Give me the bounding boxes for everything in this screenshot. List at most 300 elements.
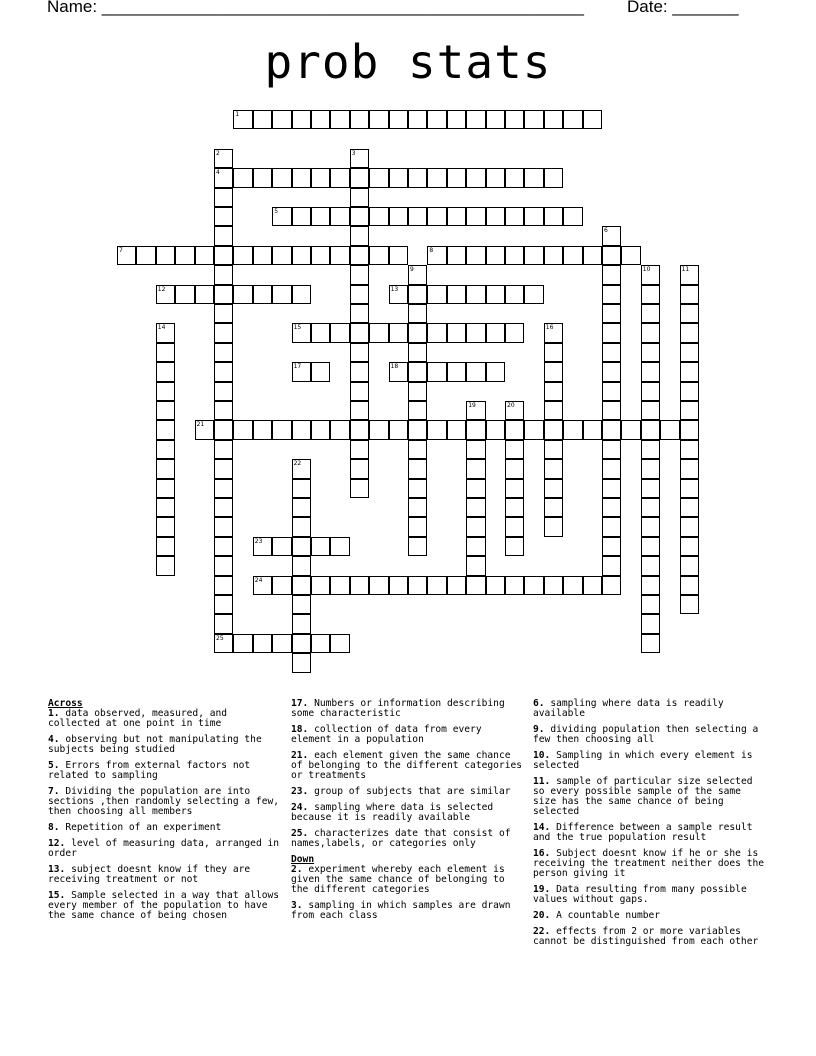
grid-cell[interactable] [505,440,524,459]
grid-cell[interactable] [408,304,427,323]
grid-cell[interactable] [660,420,679,439]
grid-cell[interactable] [389,323,408,342]
grid-cell[interactable] [350,362,369,381]
grid-cell[interactable] [214,382,233,401]
grid-cell[interactable] [369,110,388,129]
grid-cell[interactable] [641,382,660,401]
grid-cell[interactable] [311,537,330,556]
grid-cell[interactable] [408,343,427,362]
grid-cell[interactable] [350,246,369,265]
grid-cell[interactable] [505,246,524,265]
grid-cell[interactable] [350,304,369,323]
grid-cell[interactable] [427,168,446,187]
grid-cell[interactable] [641,362,660,381]
grid-cell[interactable] [524,576,543,595]
grid-cell[interactable] [311,246,330,265]
grid-cell[interactable] [486,576,505,595]
grid-cell[interactable] [214,401,233,420]
grid-cell[interactable] [214,614,233,633]
grid-cell[interactable] [680,537,699,556]
grid-cell[interactable] [544,343,563,362]
grid-cell[interactable] [641,498,660,517]
grid-cell[interactable] [680,498,699,517]
grid-cell[interactable] [350,401,369,420]
grid-cell[interactable] [544,110,563,129]
grid-cell[interactable] [544,459,563,478]
grid-cell[interactable] [602,226,621,245]
grid-cell[interactable] [350,265,369,284]
grid-cell[interactable] [466,420,485,439]
grid-cell[interactable] [311,323,330,342]
grid-cell[interactable] [292,207,311,226]
grid-cell[interactable] [408,420,427,439]
grid-cell[interactable] [214,440,233,459]
grid-cell[interactable] [544,498,563,517]
grid-cell[interactable] [369,207,388,226]
grid-cell[interactable] [311,362,330,381]
grid-cell[interactable] [641,537,660,556]
grid-cell[interactable] [602,517,621,536]
grid-cell[interactable] [544,440,563,459]
grid-cell[interactable] [505,479,524,498]
grid-cell[interactable] [427,110,446,129]
grid-cell[interactable] [214,517,233,536]
grid-cell[interactable] [447,323,466,342]
grid-cell[interactable] [408,517,427,536]
grid-cell[interactable] [214,246,233,265]
grid-cell[interactable] [680,285,699,304]
grid-cell[interactable] [641,304,660,323]
grid-cell[interactable] [350,343,369,362]
grid-cell[interactable] [233,420,252,439]
grid-cell[interactable] [447,110,466,129]
grid-cell[interactable] [641,420,660,439]
grid-cell[interactable] [602,343,621,362]
grid-cell[interactable] [680,479,699,498]
grid-cell[interactable] [524,420,543,439]
grid-cell[interactable] [602,440,621,459]
grid-cell[interactable] [389,420,408,439]
grid-cell[interactable] [427,362,446,381]
grid-cell[interactable] [292,634,311,653]
grid-cell[interactable] [350,576,369,595]
grid-cell[interactable] [447,362,466,381]
grid-cell[interactable] [641,576,660,595]
grid-cell[interactable] [408,110,427,129]
grid-cell[interactable] [680,440,699,459]
grid-cell[interactable] [350,168,369,187]
grid-cell[interactable] [272,420,291,439]
grid-cell[interactable] [447,285,466,304]
grid-cell[interactable] [369,323,388,342]
grid-cell[interactable] [602,246,621,265]
grid-cell[interactable] [350,149,369,168]
grid-cell[interactable] [330,420,349,439]
grid-cell[interactable] [466,479,485,498]
grid-cell[interactable] [408,362,427,381]
grid-cell[interactable] [524,207,543,226]
grid-cell[interactable] [466,498,485,517]
grid-cell[interactable] [486,110,505,129]
grid-cell[interactable] [427,285,446,304]
grid-cell[interactable] [350,382,369,401]
grid-cell[interactable] [214,323,233,342]
grid-cell[interactable] [680,382,699,401]
grid-cell[interactable] [408,479,427,498]
grid-cell[interactable] [680,459,699,478]
grid-cell[interactable] [233,168,252,187]
grid-cell[interactable] [292,168,311,187]
grid-cell[interactable] [680,304,699,323]
grid-cell[interactable] [330,634,349,653]
grid-cell[interactable] [563,576,582,595]
grid-cell[interactable] [505,285,524,304]
grid-cell[interactable] [233,285,252,304]
grid-cell[interactable] [292,537,311,556]
grid-cell[interactable] [602,304,621,323]
grid-cell[interactable] [641,595,660,614]
grid-cell[interactable] [505,323,524,342]
grid-cell[interactable] [350,110,369,129]
grid-cell[interactable] [641,440,660,459]
grid-cell[interactable] [214,265,233,284]
grid-cell[interactable] [427,323,446,342]
grid-cell[interactable] [350,226,369,245]
grid-cell[interactable] [408,207,427,226]
grid-cell[interactable] [544,323,563,342]
grid-cell[interactable] [641,323,660,342]
grid-cell[interactable] [156,246,175,265]
grid-cell[interactable] [602,265,621,284]
grid-cell[interactable] [156,440,175,459]
grid-cell[interactable] [292,556,311,575]
grid-cell[interactable] [544,479,563,498]
grid-cell[interactable] [214,362,233,381]
grid-cell[interactable] [350,459,369,478]
grid-cell[interactable] [272,207,291,226]
grid-cell[interactable] [602,401,621,420]
grid-cell[interactable] [369,168,388,187]
grid-cell[interactable] [641,265,660,284]
grid-cell[interactable] [486,420,505,439]
grid-cell[interactable] [563,420,582,439]
grid-cell[interactable] [292,323,311,342]
grid-cell[interactable] [214,420,233,439]
grid-cell[interactable] [253,285,272,304]
grid-cell[interactable] [350,323,369,342]
grid-cell[interactable] [583,420,602,439]
grid-cell[interactable] [156,362,175,381]
grid-cell[interactable] [292,614,311,633]
grid-cell[interactable] [602,285,621,304]
grid-cell[interactable] [389,362,408,381]
grid-cell[interactable] [466,168,485,187]
grid-cell[interactable] [505,420,524,439]
grid-cell[interactable] [156,323,175,342]
grid-cell[interactable] [680,362,699,381]
grid-cell[interactable] [311,168,330,187]
grid-cell[interactable] [253,168,272,187]
grid-cell[interactable] [156,382,175,401]
grid-cell[interactable] [544,576,563,595]
grid-cell[interactable] [214,459,233,478]
grid-cell[interactable] [621,246,640,265]
grid-cell[interactable] [408,401,427,420]
grid-cell[interactable] [350,440,369,459]
grid-cell[interactable] [389,285,408,304]
grid-cell[interactable] [311,110,330,129]
grid-cell[interactable] [156,537,175,556]
grid-cell[interactable] [486,207,505,226]
grid-cell[interactable] [427,246,446,265]
grid-cell[interactable] [311,576,330,595]
grid-cell[interactable] [272,537,291,556]
grid-cell[interactable] [292,420,311,439]
grid-cell[interactable] [292,595,311,614]
grid-cell[interactable] [505,168,524,187]
grid-cell[interactable] [466,285,485,304]
grid-cell[interactable] [544,362,563,381]
grid-cell[interactable] [466,362,485,381]
grid-cell[interactable] [602,323,621,342]
grid-cell[interactable] [408,440,427,459]
grid-cell[interactable] [680,343,699,362]
grid-cell[interactable] [330,207,349,226]
grid-cell[interactable] [369,246,388,265]
grid-cell[interactable] [369,420,388,439]
grid-cell[interactable] [408,265,427,284]
grid-cell[interactable] [156,343,175,362]
grid-cell[interactable] [447,207,466,226]
grid-cell[interactable] [466,556,485,575]
grid-cell[interactable] [214,188,233,207]
grid-cell[interactable] [524,168,543,187]
grid-cell[interactable] [408,285,427,304]
grid-cell[interactable] [427,420,446,439]
grid-cell[interactable] [447,168,466,187]
grid-cell[interactable] [544,207,563,226]
grid-cell[interactable] [486,323,505,342]
grid-cell[interactable] [311,420,330,439]
grid-cell[interactable] [466,110,485,129]
grid-cell[interactable] [292,576,311,595]
grid-cell[interactable] [583,576,602,595]
grid-cell[interactable] [156,556,175,575]
grid-cell[interactable] [350,479,369,498]
grid-cell[interactable] [253,634,272,653]
grid-cell[interactable] [505,498,524,517]
grid-cell[interactable] [641,517,660,536]
grid-cell[interactable] [389,576,408,595]
grid-cell[interactable] [583,246,602,265]
grid-cell[interactable] [641,343,660,362]
grid-cell[interactable] [233,634,252,653]
grid-cell[interactable] [680,265,699,284]
grid-cell[interactable] [253,576,272,595]
grid-cell[interactable] [272,634,291,653]
grid-cell[interactable] [350,188,369,207]
grid-cell[interactable] [292,110,311,129]
grid-cell[interactable] [253,420,272,439]
grid-cell[interactable] [156,459,175,478]
grid-cell[interactable] [602,556,621,575]
grid-cell[interactable] [524,246,543,265]
grid-cell[interactable] [680,323,699,342]
grid-cell[interactable] [214,634,233,653]
grid-cell[interactable] [253,537,272,556]
grid-cell[interactable] [466,323,485,342]
grid-cell[interactable] [175,246,194,265]
grid-cell[interactable] [214,207,233,226]
grid-cell[interactable] [447,576,466,595]
grid-cell[interactable] [486,168,505,187]
grid-cell[interactable] [330,576,349,595]
grid-cell[interactable] [466,537,485,556]
grid-cell[interactable] [292,362,311,381]
grid-cell[interactable] [466,401,485,420]
grid-cell[interactable] [156,420,175,439]
grid-cell[interactable] [544,382,563,401]
grid-cell[interactable] [408,168,427,187]
grid-cell[interactable] [680,420,699,439]
grid-cell[interactable] [602,362,621,381]
grid-cell[interactable] [641,614,660,633]
grid-cell[interactable] [292,479,311,498]
grid-cell[interactable] [350,420,369,439]
grid-cell[interactable] [292,498,311,517]
grid-cell[interactable] [583,110,602,129]
grid-cell[interactable] [680,556,699,575]
grid-cell[interactable] [214,537,233,556]
grid-cell[interactable] [602,420,621,439]
grid-cell[interactable] [214,479,233,498]
grid-cell[interactable] [544,420,563,439]
grid-cell[interactable] [330,246,349,265]
grid-cell[interactable] [408,459,427,478]
grid-cell[interactable] [544,517,563,536]
grid-cell[interactable] [311,634,330,653]
grid-cell[interactable] [214,304,233,323]
grid-cell[interactable] [505,459,524,478]
grid-cell[interactable] [563,110,582,129]
grid-cell[interactable] [680,401,699,420]
grid-cell[interactable] [427,576,446,595]
grid-cell[interactable] [272,168,291,187]
grid-cell[interactable] [214,595,233,614]
grid-cell[interactable] [214,168,233,187]
grid-cell[interactable] [505,401,524,420]
grid-cell[interactable] [292,246,311,265]
grid-cell[interactable] [233,246,252,265]
grid-cell[interactable] [292,459,311,478]
grid-cell[interactable] [544,401,563,420]
grid-cell[interactable] [389,168,408,187]
grid-cell[interactable] [505,576,524,595]
grid-cell[interactable] [156,479,175,498]
grid-cell[interactable] [621,420,640,439]
grid-cell[interactable] [466,517,485,536]
grid-cell[interactable] [330,110,349,129]
grid-cell[interactable] [427,207,446,226]
grid-cell[interactable] [214,149,233,168]
grid-cell[interactable] [505,517,524,536]
grid-cell[interactable] [253,110,272,129]
grid-cell[interactable] [292,517,311,536]
grid-cell[interactable] [156,498,175,517]
grid-cell[interactable] [408,498,427,517]
grid-cell[interactable] [350,285,369,304]
grid-cell[interactable] [680,517,699,536]
grid-cell[interactable] [136,246,155,265]
grid-cell[interactable] [292,285,311,304]
grid-cell[interactable] [602,479,621,498]
grid-cell[interactable] [466,207,485,226]
grid-cell[interactable] [602,576,621,595]
grid-cell[interactable] [505,110,524,129]
grid-cell[interactable] [641,556,660,575]
grid-cell[interactable] [641,401,660,420]
grid-cell[interactable] [195,420,214,439]
grid-cell[interactable] [233,110,252,129]
grid-cell[interactable] [486,285,505,304]
grid-cell[interactable] [505,207,524,226]
grid-cell[interactable] [369,576,388,595]
grid-cell[interactable] [486,362,505,381]
grid-cell[interactable] [544,168,563,187]
grid-cell[interactable] [447,246,466,265]
grid-cell[interactable] [389,207,408,226]
grid-cell[interactable] [544,246,563,265]
grid-cell[interactable] [214,285,233,304]
grid-cell[interactable] [156,517,175,536]
grid-cell[interactable] [389,110,408,129]
grid-cell[interactable] [641,634,660,653]
grid-cell[interactable] [602,537,621,556]
grid-cell[interactable] [563,246,582,265]
grid-cell[interactable] [524,285,543,304]
grid-cell[interactable] [389,246,408,265]
grid-cell[interactable] [214,556,233,575]
grid-cell[interactable] [447,420,466,439]
grid-cell[interactable] [505,537,524,556]
grid-cell[interactable] [680,595,699,614]
grid-cell[interactable] [641,285,660,304]
grid-cell[interactable] [466,576,485,595]
grid-cell[interactable] [214,226,233,245]
grid-cell[interactable] [466,459,485,478]
grid-cell[interactable] [214,343,233,362]
grid-cell[interactable] [272,576,291,595]
grid-cell[interactable] [466,440,485,459]
grid-cell[interactable] [195,246,214,265]
grid-cell[interactable] [195,285,214,304]
grid-cell[interactable] [641,459,660,478]
grid-cell[interactable] [408,323,427,342]
grid-cell[interactable] [602,382,621,401]
grid-cell[interactable] [292,653,311,672]
grid-cell[interactable] [602,498,621,517]
grid-cell[interactable] [466,246,485,265]
grid-cell[interactable] [524,110,543,129]
grid-cell[interactable] [311,207,330,226]
grid-cell[interactable] [680,576,699,595]
grid-cell[interactable] [330,323,349,342]
grid-cell[interactable] [486,246,505,265]
grid-cell[interactable] [117,246,136,265]
grid-cell[interactable] [272,246,291,265]
grid-cell[interactable] [156,401,175,420]
grid-cell[interactable] [214,576,233,595]
